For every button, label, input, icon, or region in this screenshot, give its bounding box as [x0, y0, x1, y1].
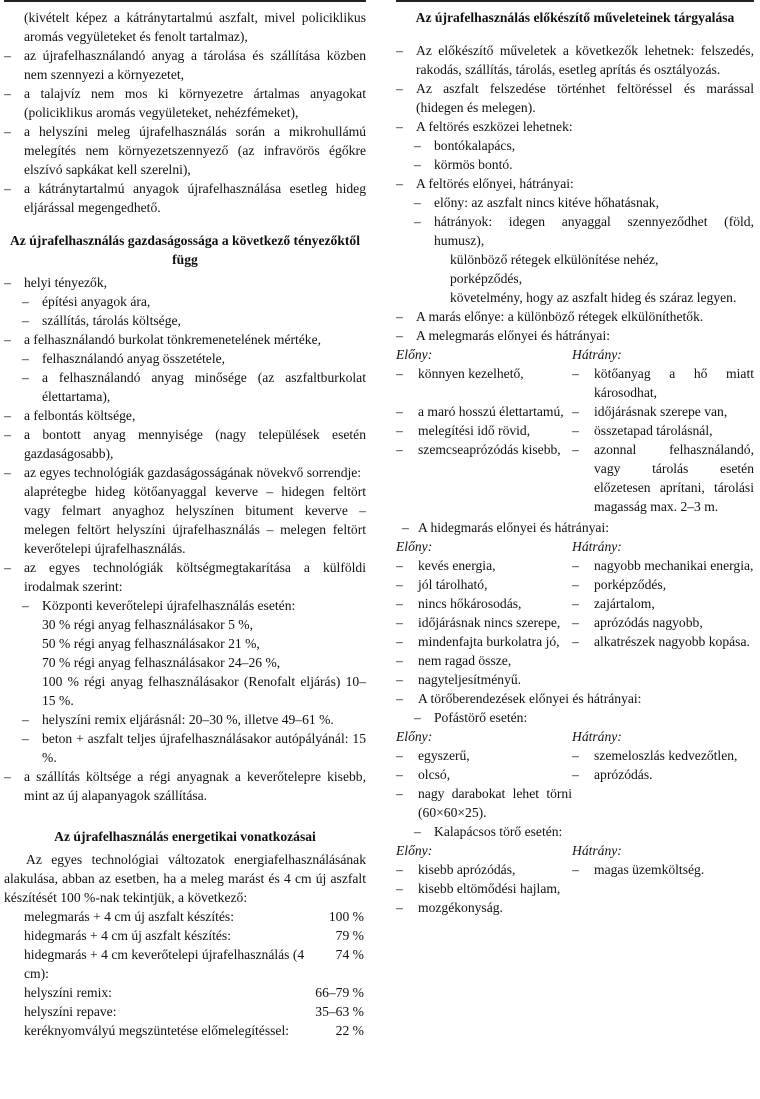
preparation-item — [396, 250, 754, 269]
pros-cons-row — [396, 765, 754, 784]
top-rule-right — [396, 0, 754, 2]
dash-bullet: – — [4, 332, 11, 347]
pros-cons-row — [396, 575, 754, 594]
warm-milling-table — [396, 345, 754, 516]
cold-milling-title: – A hidegmarás előnyei és hátrányai: — [402, 520, 610, 535]
hammer-crusher-table — [396, 841, 754, 917]
item-text: 50 % régi anyag felhasználásakor 21 %, — [42, 636, 260, 651]
pros-cons-row — [396, 784, 754, 822]
item-text: 70 % régi anyag felhasználásakor 24–26 %, — [42, 655, 281, 670]
crusher-title: – A törőberendezések előnyei és hátrányai: — [396, 691, 642, 706]
dash-bullet: – — [572, 423, 579, 438]
jaw-crusher-title: – Pofástörő esetén: — [414, 710, 528, 725]
dash-bullet: – — [22, 712, 29, 727]
dash-bullet: – — [396, 767, 403, 782]
energy-label: helyszíni repave: — [24, 1004, 117, 1019]
preparation-item — [396, 155, 754, 174]
item-text: Központi keverőtelepi újrafelhasználás esetén: — [42, 598, 296, 613]
right-column — [396, 8, 754, 917]
intro-item — [4, 8, 366, 46]
intro-item — [4, 179, 366, 217]
energy-value: 79 % — [335, 928, 364, 943]
dash-bullet: – — [572, 862, 579, 877]
preparation-item — [396, 193, 754, 212]
item-text: körmös bontó. — [434, 157, 513, 172]
economics-item — [4, 406, 366, 425]
column-header: Hátrány: — [572, 729, 622, 744]
energy-value: 100 % — [328, 909, 364, 924]
dash-bullet: – — [396, 81, 403, 96]
list-item: – nagy darabokat lehet törni (60×60×25). — [396, 786, 572, 820]
cold-milling-table — [396, 537, 754, 689]
dash-bullet: – — [396, 577, 403, 592]
item-text: A feltörés előnyei, hátrányai: — [416, 176, 574, 191]
list-item: – kötőanyag a hő miatt károsodhat, — [572, 366, 754, 400]
dash-bullet: – — [414, 195, 421, 210]
energy-value: 35–63 % — [315, 1004, 364, 1019]
list-item: – időjárásnak szerepe van, — [572, 404, 728, 419]
column-header: Előny: — [396, 843, 433, 858]
energy-intro: Az egyes technológiai változatok energiafelhasználásának alakulása, abban az esetben, ha a meleg marást és 4 cm új aszfalt készítését 100 %-nak tekintjük, a következő: — [4, 852, 366, 905]
economics-item — [4, 634, 366, 653]
item-text: A melegmarás előnyei és hátrányai: — [416, 328, 611, 343]
economics-item — [4, 292, 366, 311]
item-text: követelmény, hogy az aszfalt hideg és száraz legyen. — [450, 290, 737, 305]
pros-cons-row — [396, 651, 754, 670]
item-text: alaprétegbe hideg kötőanyaggal keverve – hidegen feltört vagy felmart anyaghoz helyszínen bitument keverve – melegen feltört helyszíni újrafelhasználás – melegen feltört keverőtelepi újrafelhasználás. — [24, 484, 366, 556]
list-item: – nincs hőkárosodás, — [396, 596, 522, 611]
item-text: beton + aszfalt teljes újrafelhasználásakor autópályánál: 15 %. — [42, 731, 366, 765]
energy-value: 66–79 % — [315, 985, 364, 1000]
item-text: 30 % régi anyag felhasználásakor 5 %, — [42, 617, 253, 632]
economics-item — [4, 653, 366, 672]
list-item: – nem ragad össze, — [396, 653, 512, 668]
column-header: Hátrány: — [572, 347, 622, 362]
column-header: Hátrány: — [572, 843, 622, 858]
dash-bullet: – — [4, 86, 11, 101]
dash-bullet: – — [572, 634, 579, 649]
dash-bullet: – — [396, 558, 403, 573]
item-text: a felhasználandó anyag minősége (az aszfaltburkolat élettartama), — [42, 370, 366, 404]
dash-bullet: – — [22, 598, 29, 613]
preparation-item — [396, 117, 754, 136]
dash-bullet: – — [572, 596, 579, 611]
list-item: – időjárásnak nincs szerepe, — [396, 615, 561, 630]
item-text: hátrányok: idegen anyaggal szennyeződhet (föld, humusz), — [434, 214, 754, 248]
dash-bullet: – — [414, 157, 421, 172]
pros-cons-row — [396, 879, 754, 898]
dash-bullet: – — [396, 615, 403, 630]
item-text: a talajvíz nem mos ki környezetre ártalmas anyagokat (policiklikus aromás vegyületeket, nehézfémeket), — [24, 86, 366, 120]
preparation-item — [396, 307, 754, 326]
list-item: – kisebb aprózódás, — [396, 862, 516, 877]
dash-bullet: – — [572, 442, 579, 457]
dash-bullet: – — [396, 423, 403, 438]
column-header: Előny: — [396, 729, 433, 744]
economics-item — [4, 482, 366, 558]
list-item: – kisebb eltömődési hajlam, — [396, 881, 561, 896]
energy-label: helyszíni remix: — [24, 985, 112, 1000]
pros-cons-row — [396, 594, 754, 613]
dash-bullet: – — [396, 900, 403, 915]
item-text: különböző rétegek elkülönítése nehéz, — [450, 252, 659, 267]
economics-item — [4, 349, 366, 368]
preparation-item — [396, 269, 754, 288]
economics-item — [4, 710, 366, 729]
pros-cons-row — [396, 613, 754, 632]
economics-item — [4, 672, 366, 710]
economics-item — [4, 767, 366, 805]
energy-table — [24, 907, 364, 1040]
preparation-item — [396, 288, 754, 307]
dash-bullet: – — [4, 465, 11, 480]
preparation-list — [396, 41, 754, 345]
dash-bullet: – — [22, 731, 29, 746]
list-item: – mozgékonyság. — [396, 900, 503, 915]
list-item: – szemcseaprózódás kisebb, — [396, 442, 561, 457]
pros-cons-row — [396, 898, 754, 917]
item-text: A feltörés eszközei lehetnek: — [416, 119, 573, 134]
item-text: Az aszfalt felszedése történhet feltöréssel és marással (hidegen és melegen). — [416, 81, 754, 115]
item-text: a felhasználandó burkolat tönkremenetelének mértéke, — [24, 332, 322, 347]
dash-bullet: – — [572, 767, 579, 782]
item-text: a helyszíni meleg újrafelhasználás során a mikrohullámú melegítés nem környezetszennyező (az infravörös égőkre elszívó sapkákat kell szerelni), — [24, 124, 366, 177]
item-text: előny: az aszfalt nincs kitéve hőhatásnak, — [434, 195, 659, 210]
energy-label: hidegmarás + 4 cm új aszfalt készítés: — [24, 928, 231, 943]
list-item: – zajártalom, — [572, 596, 655, 611]
dash-bullet: – — [572, 748, 579, 763]
economics-item — [4, 729, 366, 767]
dash-bullet: – — [414, 138, 421, 153]
dash-bullet: – — [4, 408, 11, 423]
dash-bullet: – — [572, 577, 579, 592]
pros-cons-row — [396, 440, 754, 516]
dash-bullet: – — [22, 351, 29, 366]
preparation-item — [396, 136, 754, 155]
intro-item — [4, 84, 366, 122]
list-item: – összetapad tárolásnál, — [572, 423, 713, 438]
dash-bullet: – — [4, 275, 11, 290]
economics-item — [4, 273, 366, 292]
dash-bullet: – — [22, 370, 29, 385]
pros-cons-row — [396, 421, 754, 440]
jaw-crusher-table — [396, 727, 754, 822]
economics-item — [4, 463, 366, 482]
list-item: – nagyteljesítményű. — [396, 672, 522, 687]
energy-value: 74 % — [335, 947, 364, 962]
preparation-item — [396, 79, 754, 117]
preparation-item — [396, 326, 754, 345]
energy-label: keréknyomvályú megszüntetése előmelegítéssel: — [24, 1023, 289, 1038]
dash-bullet: – — [22, 294, 29, 309]
preparation-item — [396, 41, 754, 79]
list-item: – kevés energia, — [396, 558, 496, 573]
dash-bullet: – — [4, 769, 11, 784]
column-header: Hátrány: — [572, 539, 622, 554]
pros-cons-row — [396, 860, 754, 879]
energy-label: melegmarás + 4 cm új aszfalt készítés: — [24, 909, 234, 924]
pros-cons-row — [396, 746, 754, 765]
dash-bullet: – — [4, 181, 11, 196]
energy-row — [24, 983, 364, 1002]
item-text: az újrafelhasználandó anyag a tárolása és szállítása közben nem szennyezi a környezetet, — [24, 48, 366, 82]
dash-bullet: – — [396, 328, 403, 343]
dash-bullet: – — [572, 558, 579, 573]
list-item: – aprózódás nagyobb, — [572, 615, 703, 630]
preparation-item — [396, 212, 754, 250]
item-text: az egyes technológiák gazdaságosságának növekvő sorrendje: — [24, 465, 362, 480]
item-text: szállítás, tárolás költsége, — [42, 313, 181, 328]
column-header: Előny: — [396, 539, 433, 554]
dash-bullet: – — [4, 48, 11, 63]
pros-cons-row — [396, 670, 754, 689]
list-item: – mindenfajta burkolatra jó, — [396, 634, 560, 649]
economics-item — [4, 368, 366, 406]
hammer-crusher-title: – Kalapácsos törő esetén: — [414, 824, 563, 839]
dash-bullet: – — [396, 309, 403, 324]
dash-bullet: – — [572, 404, 579, 419]
heading-economics: Az újrafelhasználás gazdaságossága a következő tényezőktől függ — [9, 233, 360, 267]
list-item: – nagyobb mechanikai energia, — [572, 558, 754, 573]
pros-cons-row — [396, 402, 754, 421]
economics-item — [4, 558, 366, 596]
pros-cons-row — [396, 556, 754, 575]
list-item: – azonnal felhasználandó, vagy tárolás esetén előzetesen aprítani, tárolási magasság max. 2–3 m. — [572, 442, 754, 514]
item-text: A marás előnye: a különböző rétegek elkülöníthetők. — [416, 309, 704, 324]
intro-item — [4, 46, 366, 84]
item-text: porképződés, — [450, 271, 523, 286]
top-rule-left — [4, 0, 366, 2]
dash-bullet: – — [414, 214, 421, 229]
item-text: a kátránytartalmú anyagok újrafelhasználása esetleg hideg eljárással megengedhető. — [24, 181, 366, 215]
energy-row — [24, 1002, 364, 1021]
dash-bullet: – — [4, 427, 11, 442]
column-header: Előny: — [396, 347, 433, 362]
left-column — [4, 8, 366, 1040]
item-text: (kivételt képez a kátránytartalmú aszfalt, mivel policiklikus aromás vegyületeket és fenolt tartalmaz), — [24, 10, 366, 44]
dash-bullet: – — [396, 748, 403, 763]
list-item: – magas üzemköltség. — [572, 862, 705, 877]
economics-item — [4, 615, 366, 634]
list-item: – egyszerű, — [396, 748, 470, 763]
intro-list — [4, 8, 366, 217]
economics-item — [4, 596, 366, 615]
energy-label: hidegmarás + 4 cm keverőtelepi újrafelhasználás (4 cm): — [24, 947, 305, 981]
dash-bullet: – — [396, 881, 403, 896]
intro-item — [4, 122, 366, 179]
heading-preparation: Az újrafelhasználás előkészítő műveleteinek tárgyalása — [415, 10, 735, 25]
dash-bullet: – — [396, 404, 403, 419]
item-text: a bontott anyag mennyisége (nagy települések esetén gazdaságosabb), — [24, 427, 366, 461]
dash-bullet: – — [396, 119, 403, 134]
item-text: helyi tényezők, — [24, 275, 108, 290]
dash-bullet: – — [396, 442, 403, 457]
dash-bullet: – — [4, 560, 11, 575]
dash-bullet: – — [396, 653, 403, 668]
item-text: 100 % régi anyag felhasználásakor (Renofalt eljárás) 10–15 %. — [42, 674, 366, 708]
dash-bullet: – — [396, 862, 403, 877]
dash-bullet: – — [572, 366, 579, 381]
list-item: – szemeloszlás kedvezőtlen, — [572, 748, 738, 763]
economics-item — [4, 330, 366, 349]
list-item: – könnyen kezelhető, — [396, 366, 524, 381]
item-text: építési anyagok ára, — [42, 294, 151, 309]
economics-item — [4, 425, 366, 463]
list-item: – alkatrészek nagyobb kopása. — [572, 634, 750, 649]
item-text: helyszíni remix eljárásnál: 20–30 %, illetve 49–61 %. — [42, 712, 334, 727]
dash-bullet: – — [396, 43, 403, 58]
dash-bullet: – — [22, 313, 29, 328]
dash-bullet: – — [396, 786, 403, 801]
pros-cons-row — [396, 632, 754, 651]
pros-cons-row — [396, 364, 754, 402]
list-item: – a maró hosszú élettartamú, — [396, 404, 564, 419]
dash-bullet: – — [572, 615, 579, 630]
dash-bullet: – — [396, 634, 403, 649]
economics-list — [4, 273, 366, 805]
dash-bullet: – — [396, 596, 403, 611]
item-text: az egyes technológiák költségmegtakarítása a külföldi irodalmak szerint: — [24, 560, 366, 594]
energy-row — [24, 926, 364, 945]
item-text: felhasználandó anyag összetétele, — [42, 351, 226, 366]
item-text: bontókalapács, — [434, 138, 516, 153]
list-item: – aprózódás. — [572, 767, 653, 782]
energy-row — [24, 945, 364, 983]
dash-bullet: – — [396, 672, 403, 687]
energy-value: 22 % — [335, 1023, 364, 1038]
list-item: – melegítési idő rövid, — [396, 423, 531, 438]
list-item: – porképződés, — [572, 577, 667, 592]
item-text: a felbontás költsége, — [24, 408, 136, 423]
energy-row — [24, 907, 364, 926]
list-item: – jól tárolható, — [396, 577, 488, 592]
economics-item — [4, 311, 366, 330]
list-item: – olcsó, — [396, 767, 451, 782]
heading-energy: Az újrafelhasználás energetikai vonatkozásai — [54, 829, 316, 844]
preparation-item — [396, 174, 754, 193]
item-text: a szállítás költsége a régi anyagnak a keverőtelepre kisebb, mint az új alapanyagok szállítása. — [24, 769, 366, 803]
dash-bullet: – — [396, 176, 403, 191]
dash-bullet: – — [396, 366, 403, 381]
item-text: Az előkészítő műveletek a következők lehetnek: felszedés, rakodás, szállítás, tárolás, esetleg aprítás és osztályozás. — [416, 43, 754, 77]
energy-row — [24, 1021, 364, 1040]
dash-bullet: – — [4, 124, 11, 139]
